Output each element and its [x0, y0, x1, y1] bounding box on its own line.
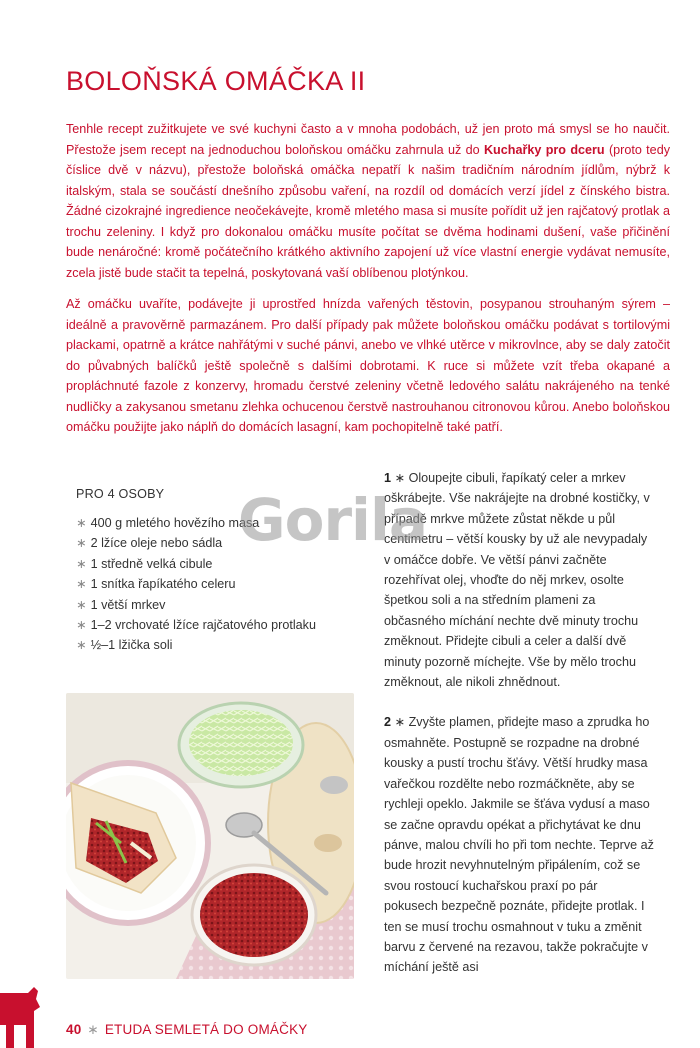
footer-separator: ∗ [87, 1022, 99, 1037]
food-photo [66, 693, 354, 979]
ingredient-item: ∗ 1 středně velká cibule [76, 556, 213, 571]
bullet-icon: ∗ [76, 638, 87, 653]
intro-paragraph-2: Až omáčku uvaříte, podávejte ji uprostřed hnízda vařených těstovin, posypanou strouhaným sýrem – ideálně a pravověrně parmazánem. Pro další případy pak můžete boloňskou omáčku podávat s tortilovými plackami, opatrně a krátce nahřátými v suché pánvi, anebo ve vlhké utěrce v mikrovlnce, aby se daly zatočit do půvabných balíčků ještě společně s dalšími dobrotami. K ruce si můžete vzít třeba okapané a propláchnuté fazole z konzervy, hromadu čerstvé zeleniny včetně ledového salátu nakrájeného na tenké nudličky a zakysanou smetanu zlehka ochucenou čerstvě nastrouhanou citronovou kůrou. Anebo boloňskou omáčku použijte jako náplň do domácích lasagní, kam pochopitelně také patří. [66, 297, 670, 434]
bullet-icon: ∗ [76, 516, 87, 530]
page-number: 40 [66, 1022, 82, 1037]
bullet-icon: ∗ [76, 577, 87, 592]
book-reference: Kuchařky pro dceru [483, 142, 605, 157]
ingredient-item: ∗ 2 lžíce oleje nebo sádla [76, 536, 223, 551]
watermark-logo: Gorila [238, 486, 427, 554]
intro-p1-part-b: (proto tedy číslice dvě v názvu), přestože boloňská omáčka nepatří k našim tradičním národním jídlům, nýbrž k italským, stala se součástí dnešního způsobu vaření, na rozdíl od domácích verzí jídel z čínského bistra. Žádné cizokrajné ingredience neočekávejte, kromě mletého masa si musíte pořídit už jen rajčatový protlak a trochu zeleniny. I když pro dokonalou omáčku musíte počítat se dvěma hodinami dušení, vaše přičinění bude nenáročné: kromě počátečního krátkého aktivního zapojení už více vlastní energie vydávat nemusíte, zcela jistě bude stačit ta tepelná, poskytovaná vaší oblíbenou plotýnkou. [66, 142, 670, 280]
ingredient-item: ∗ 1–2 vrchovaté lžíce rajčatového protlaku [76, 618, 316, 633]
chapter-title: ETUDA SEMLETÁ DO OMÁČKY [104, 1022, 308, 1037]
step-separator: ∗ [394, 715, 406, 730]
bullet-icon: ∗ [76, 536, 87, 551]
step-number: 2 [384, 715, 392, 730]
step-text: Zvyšte plamen, přidejte maso a zprudka ho osmahněte. Postupně se rozpadne na drobné kousky a pustí trochu šťávy. Větší hrudky masa vařečkou rozdělte nebo rozmáčkněte, aby se rychleji opeklo. Jakmile se šťáva vydusí a maso se začne opravdu opékat a přichytávat ke dnu pánve, malou chvíli ho při tom nechte. Teprve až bude hrozit nevyhnutelným připálením, což se svou rostoucí kuchařskou praxí po pár pokusech bezpečně poznáte, přidejte protlak. I ten se musí trochu osmahnout v tuku a změnit barvu z červené na rezavou, takže pokračujte v míchání ještě asi [384, 715, 654, 975]
bullet-icon: ∗ [76, 618, 87, 633]
bullet-icon: ∗ [76, 597, 87, 612]
step-separator: ∗ [394, 471, 406, 485]
food-photo-illustration [66, 693, 354, 979]
step-number: 1 [384, 471, 392, 485]
step-2 [384, 712, 654, 977]
bullet-icon: ∗ [76, 556, 87, 571]
servings-heading: PRO 4 OSOBY [76, 487, 165, 501]
cow-silhouette-icon [0, 985, 42, 1048]
step-text: Oloupejte cibuli, řapíkatý celer a mrkev oškrábejte. Vše nakrájejte na drobné kostičky, v případě mrkve můžete zůstat někde u půl centimetru – větší kousky by už ale nevypadaly v omáčce dobře. Ve větší pánvi začněte rozehřívat olej, vhoďte do něj mrkev, osolte špetkou soli a na středním plameni za občasného míchání nechte dvě minuty trochu změknout. Přidejte cibuli a celer a další dvě minuty pozorně míchejte. Vše by mělo trochu změknout, ale nikoli zhnědnout. [384, 471, 650, 690]
intro-p1-part-a: Tenhle recept zužitkujete ve své kuchyni často a v mnoha podobách, už jen proto má smysl se ho naučit. Přestože jsem recept na jednoduchou boloňskou omáčku zahrnula už do [66, 122, 670, 157]
ingredient-item: ∗ 1 větší mrkev [76, 597, 166, 612]
ingredient-item: ∗ 1 snítka řapíkatého celeru [76, 577, 236, 592]
page-title: BOLOŇSKÁ OMÁČKA II [66, 66, 366, 96]
page-footer [66, 1022, 307, 1038]
intro-text [66, 119, 670, 449]
intro-paragraph-1 [66, 119, 670, 283]
ingredient-item: ∗ ½–1 lžička soli [76, 638, 173, 653]
ingredient-item: ∗ 400 g mletého hovězího masa [76, 516, 260, 530]
